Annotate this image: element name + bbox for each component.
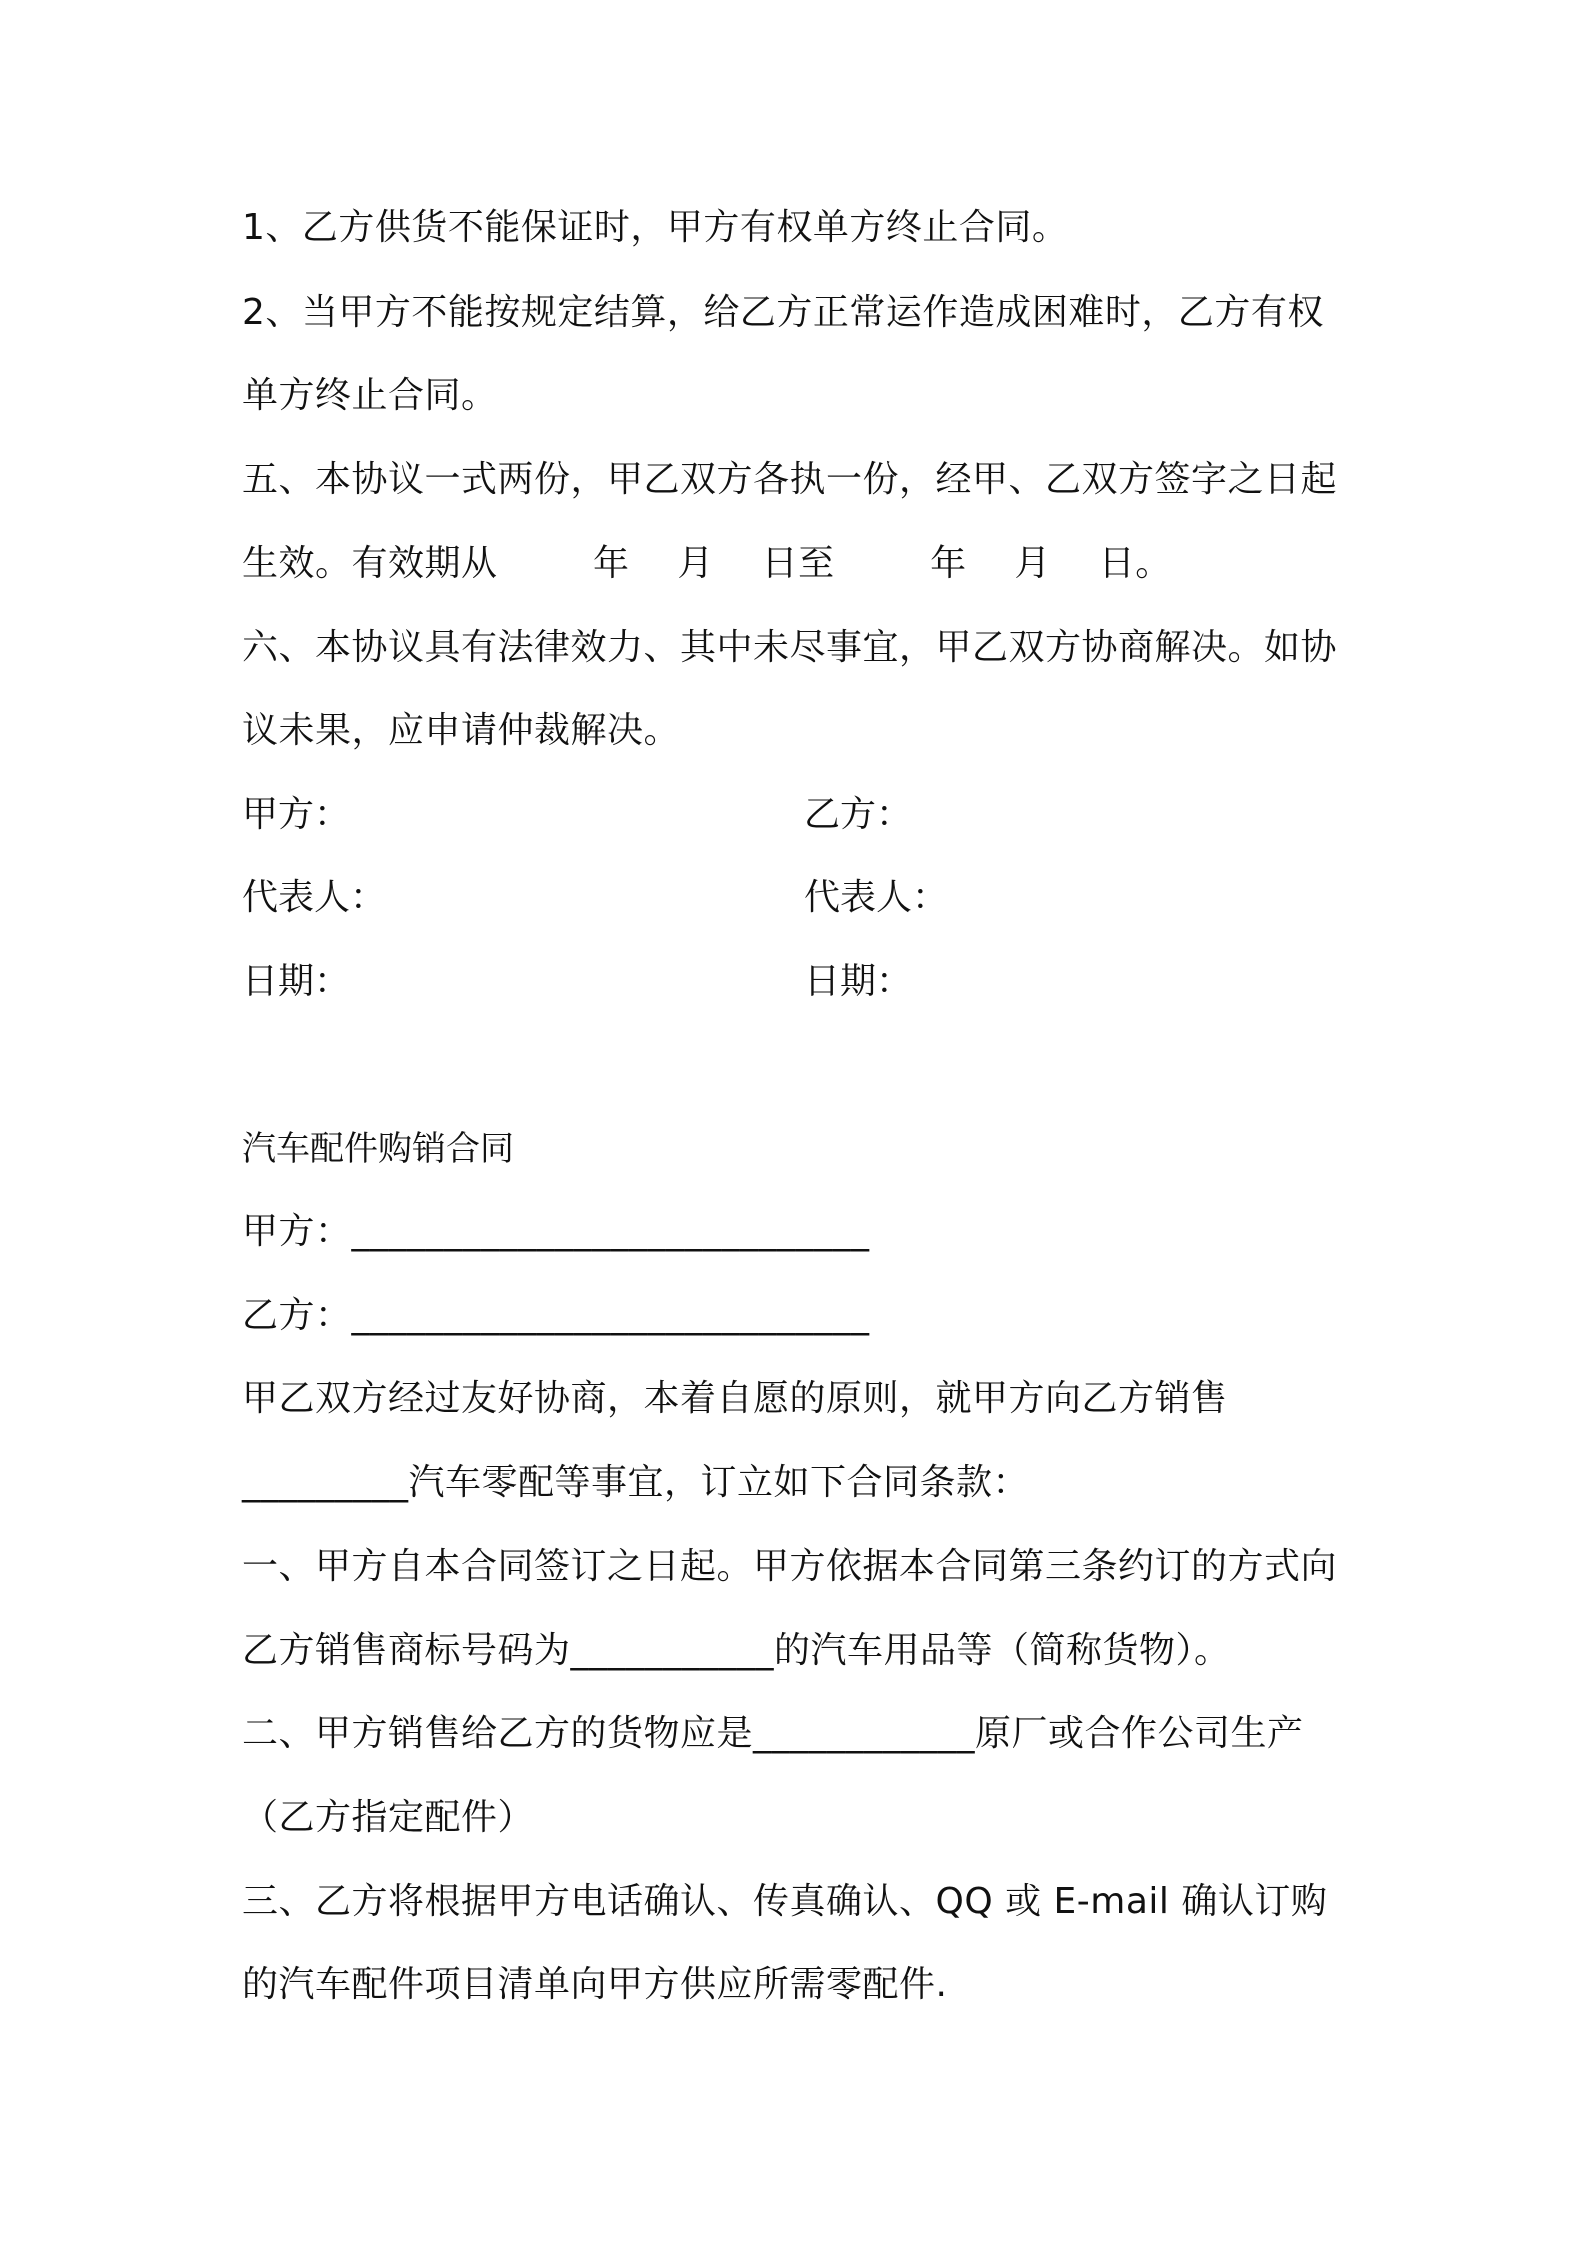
clause-line: 单方终止合同。 [242,375,498,416]
clause-line: 乙方销售商标号码为___________的汽车用品等（简称货物）。 [242,1630,1231,1671]
party-a-line: 甲方：____________________________ [242,1211,870,1252]
date-a-label: 日期： [242,961,351,1002]
intro-line: _________汽车零配等事宜，订立如下合同条款： [242,1462,1030,1503]
clause-line: 议未果，应申请仲裁解决。 [242,710,681,751]
party-b-label: 乙方： [804,794,913,835]
rep-b-label: 代表人： [804,877,949,918]
clause-line: （乙方指定配件） [242,1797,535,1838]
clause-line: 2、当甲方不能按规定结算，给乙方正常运作造成困难时，乙方有权 [242,292,1324,333]
clause-line: 三、乙方将根据甲方电话确认、传真确认、QQ 或 E-mail 确认订购 [242,1881,1328,1922]
rep-a-label: 代表人： [242,877,387,918]
party-b-line: 乙方：____________________________ [242,1295,870,1336]
clause-line: 五、本协议一式两份，甲乙双方各执一份，经甲、乙双方签字之日起 [242,459,1338,500]
clause-line: 1、乙方供货不能保证时，甲方有权单方终止合同。 [242,207,1069,248]
party-a-label: 甲方： [242,794,351,835]
clause-line: 的汽车配件项目清单向甲方供应所需零配件. [242,1964,948,2005]
clause-line: 一、甲方自本合同签订之日起。甲方依据本合同第三条约订的方式向 [242,1546,1338,1587]
date-b-label: 日期： [804,961,913,1002]
clause-line: 二、甲方销售给乙方的货物应是____________原厂或合作公司生产 [242,1713,1304,1754]
contract-title: 汽车配件购销合同 [242,1129,514,1169]
validity-line: 生效。有效期从 年 月 日至 年 月 日。 [242,543,1172,584]
intro-line: 甲乙双方经过友好协商，本着自愿的原则，就甲方向乙方销售 [242,1378,1228,1419]
clause-line: 六、本协议具有法律效力、其中未尽事宜，甲乙双方协商解决。如协 [242,627,1338,668]
